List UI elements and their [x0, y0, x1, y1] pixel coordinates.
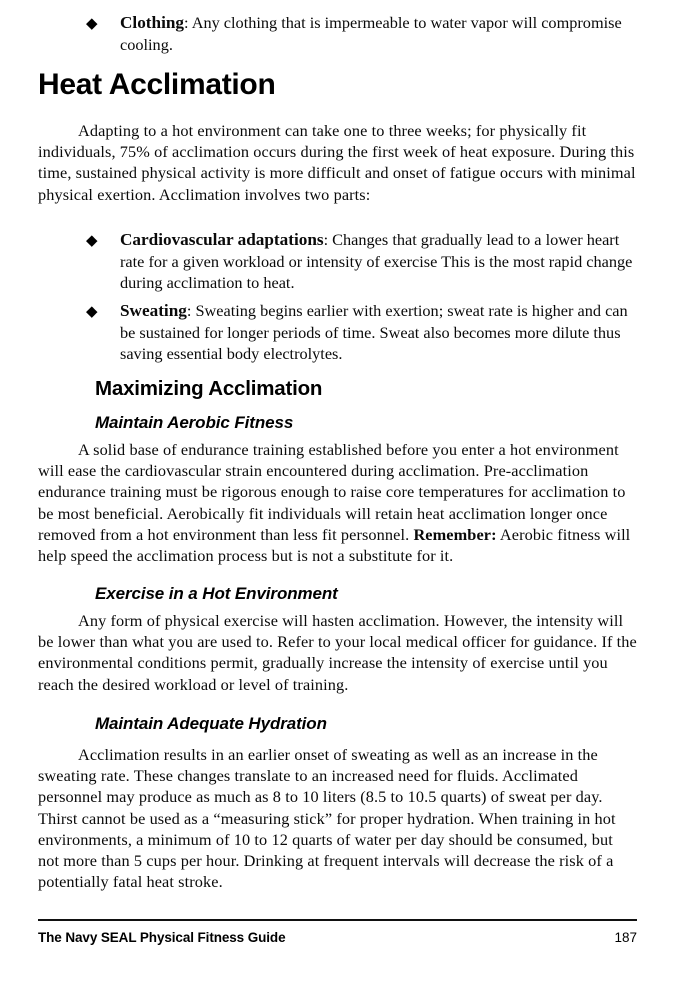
footer-document-title: The Navy SEAL Physical Fitness Guide	[38, 930, 286, 945]
list-item-lead: Sweating	[120, 301, 187, 320]
paragraph-text-part1: A solid base of endurance training established before you enter a hot environment will ease the cardiovascular strain encountered during acclimation. Pre-acclimation endurance training must be rigorous enough to raise core temperatures for acclimation to be most beneficial. Aerobically fit individuals will retain heat acclimation longer once removed from a hot environment than less fit personnel.	[38, 440, 626, 544]
list-item-text	[120, 300, 638, 365]
diamond-bullet-icon: ◆	[86, 304, 98, 320]
subsection-heading-exercise-in-a-hot-environment: Exercise in a Hot Environment	[95, 584, 338, 603]
paragraph-text-part2: Aerobic fitness will help speed the acclimation process but is not a substitute for it.	[38, 524, 631, 566]
footer-page-number: 187	[614, 930, 637, 945]
subsection-heading-maintain-adequate-hydration: Maintain Adequate Hydration	[95, 714, 327, 733]
list-item	[86, 300, 638, 365]
list-item	[86, 229, 638, 294]
list-item-lead: Cardiovascular adaptations	[120, 230, 324, 249]
list-item-separator: :	[186, 301, 192, 320]
page-title: Heat Acclimation	[38, 68, 276, 101]
list-item-body: Any clothing that is impermeable to water vapor will compromise cooling.	[120, 13, 622, 54]
paragraph-exercise-in-a-hot-environment: Any form of physical exercise will hasten acclimation. However, the intensity will be lower than what you are used to. Refer to your local medical officer for guidance. If the environmental conditions permit, gradually increase the intensity of exercise until you reach the desired workload or level of training.	[38, 611, 637, 694]
list-item	[86, 12, 638, 55]
diamond-bullet-icon: ◆	[86, 233, 98, 249]
diamond-bullet-icon: ◆	[86, 16, 98, 32]
paragraph-maintain-aerobic-fitness	[38, 439, 638, 566]
list-item-body: Sweating begins earlier with exertion; sweat rate is higher and can be sustained for longer periods of time. Sweat also becomes more dilute thus saving essential body electrolytes.	[120, 301, 628, 364]
paragraph-maintain-adequate-hydration: Acclimation results in an earlier onset of sweating as well as an increase in the sweating rate. These changes translate to an increased need for fluids. Acclimated personnel may produce as much as 8 to 10 liters (8.5 to 10.5 quarts) of sweat per day. Thirst cannot be used as a “measuring stick” for proper hydration. When training in hot environments, a minimum of 10 to 12 quarts of water per day should be consumed, but not more than 5 cups per hour. Drinking at frequent intervals will decrease the risk of a potentially fatal heat stroke.	[38, 745, 616, 892]
list-item-separator: :	[323, 230, 329, 249]
intro-paragraph: Adapting to a hot environment can take one to three weeks; for physically fit individuals, 75% of acclimation occurs during the first week of heat exposure. During this time, sustained physical activity is more difficult and onset of fatigue occurs with minimal physical exertion. Acclimation involves two parts:	[38, 121, 636, 204]
paragraph-emphasis-remember: Remember:	[413, 524, 497, 544]
section-heading-maximizing-acclimation: Maximizing Acclimation	[95, 377, 323, 400]
footer-divider	[38, 919, 637, 921]
list-item-lead: Clothing	[120, 13, 184, 32]
list-item-text	[120, 12, 638, 55]
list-item-separator: :	[184, 13, 189, 32]
list-item-body: Changes that gradually lead to a lower heart rate for a given workload or intensity of exercise This is the most rapid change during acclimation to heat.	[120, 230, 633, 293]
subsection-heading-maintain-aerobic-fitness: Maintain Aerobic Fitness	[95, 413, 294, 432]
list-item-text	[120, 229, 638, 294]
